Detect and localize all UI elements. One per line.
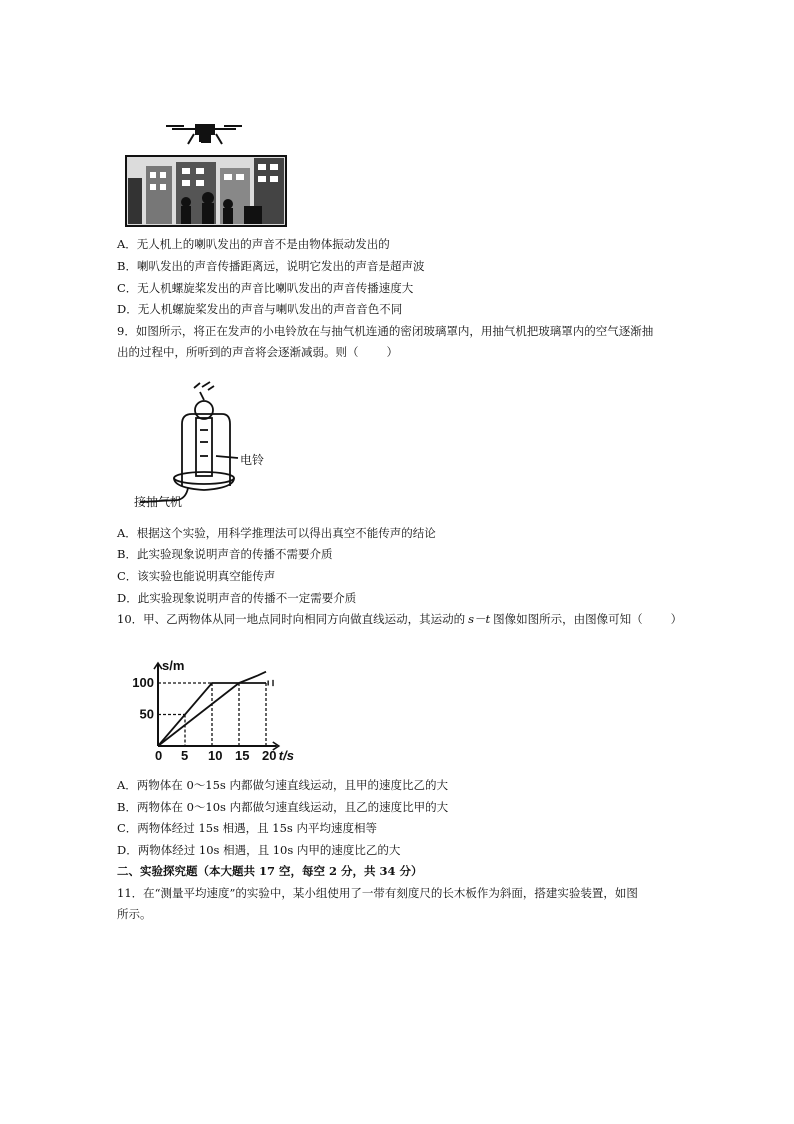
st-graph-figure [124,640,304,766]
q10-option-b: B．两物体在 0～10s 内都做匀速直线运动，且乙的速度比甲的大 [117,800,449,814]
y-tick-label: 100 [132,675,154,690]
q8-option-b: B．喇叭发出的声音传播距离远，说明它发出的声音是超声波 [117,259,425,273]
drone-illustration [124,118,289,230]
chart-axes [154,663,279,750]
q10-stem [117,611,682,627]
series-end-mark [268,680,273,686]
x-tick-label: 0 [155,748,163,762]
y-axis-label: s/m [162,658,185,674]
st-graph [124,640,304,762]
q9-option-c: C．该实验也能说明真空能传声 [117,569,276,583]
pump-label: 接抽气机 [134,495,183,509]
series-line-continuation [239,672,266,683]
q10-stem-rest: 图像如图所示，由图像可知（ [493,612,643,626]
q10-option-c: C．两物体经过 15s 相遇，且 15s 内平均速度相等 [117,821,377,835]
drone-figure [124,118,289,234]
q10-stem-variable: s－t [468,612,491,626]
section-heading: 二、实验探究题（本大题共 17 空，每空 2 分，共 34 分） [117,864,423,878]
q9-option-d: D．此实验现象说明声音的传播不一定需要介质 [117,591,357,605]
q11-stem-line1: 11．在“测量平均速度”的实验中，某小组使用了一带有刻度尺的长木板作为斜面，搭建实验装置，如图 [117,886,638,900]
q11-stem-line2: 所示。 [117,907,152,921]
x-tick-label: 5 [181,748,189,762]
q9-stem-text: 出的过程中，所听到的声音将会逐渐减弱。则（ [117,345,359,359]
q9-option-a: A．根据这个实验，用科学推理法可以得出真空不能传声的结论 [117,526,436,540]
q8-option-d: D．无人机螺旋桨发出的声音与喇叭发出的声音音色不同 [117,302,403,316]
q9-stem-close: ） [386,345,398,359]
q9-option-b: B．此实验现象说明声音的传播不需要介质 [117,547,333,561]
bell-label: 电铃 [240,453,265,467]
x-tick-label: 20 [262,748,277,762]
x-tick-label: 10 [208,748,223,762]
x-tick-label: 15 [235,748,250,762]
q8-option-a: A．无人机上的喇叭发出的声音不是由物体振动发出的 [117,237,390,251]
q10-option-d: D．两物体经过 10s 相遇，且 10s 内甲的速度比乙的大 [117,843,401,857]
bell-jar-figure [130,378,280,514]
q9-stem-line2 [117,344,398,360]
q10-stem-text: 10．甲、乙两物体从同一地点同时向相同方向做直线运动，其运动的 [117,612,466,626]
q8-option-c: C．无人机螺旋桨发出的声音比喇叭发出的声音传播速度大 [117,281,414,295]
q10-option-a: A．两物体在 0～15s 内都做匀速直线运动，且甲的速度比乙的大 [117,778,448,792]
bell-jar-illustration [130,378,280,510]
q10-stem-close: ） [670,612,683,626]
y-tick-label: 50 [139,706,154,722]
chart-ticks [132,675,276,762]
x-axis-label: t/s [278,748,294,762]
q9-stem-line1: 9．如图所示，将正在发声的小电铃放在与抽气机连通的密闭玻璃罩内，用抽气机把玻璃罩内的空气逐渐抽 [117,324,654,338]
